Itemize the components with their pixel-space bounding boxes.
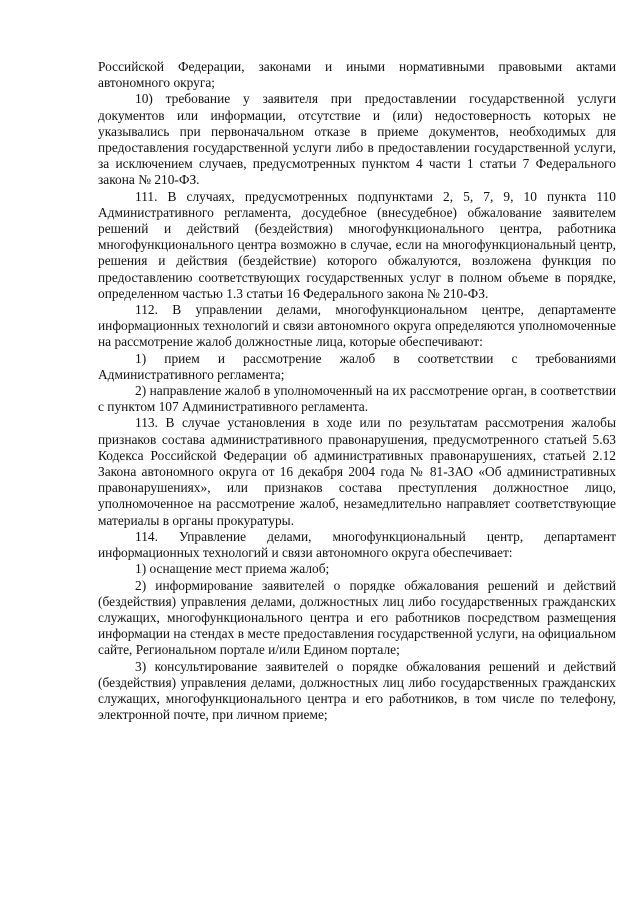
paragraph-continuation: Российской Федерации, законами и иными нормативными правовыми актами автономного округа; (98, 59, 616, 91)
paragraph-113: 113. В случае установления в ходе или по результатам рассмотрения жалобы признаков состава административного правонарушения, предусмотренного статьей 5.63 Кодекса Российской Федерации об административных правонарушениях, статьей 2.12 Закона автономного округа от 16 декабря 2004 года № 81-ЗАО «Об административных правонарушениях», или признаков состава преступления должностное лицо, уполномоченное на рассмотрение жалоб, незамедлительно направляет соответствующие материалы в органы прокуратуры. (98, 415, 616, 528)
paragraph-114: 114. Управление делами, многофункциональный центр, департамент информационных технологий и связи автономного округа обеспечивает: (98, 528, 616, 561)
document-page (98, 59, 616, 723)
paragraph-item-10: 10) требование у заявителя при предоставлении государственной услуги документов или информации, отсутствие и (или) недостоверность которых не указывались при первоначальном отказе в приеме документов, необходимых для предоставления государственной услуги либо в предоставлении государственной услуги, за исключением случаев, предусмотренных пунктом 4 части 1 статьи 7 Федерального закона № 210-ФЗ. (98, 91, 616, 188)
paragraph-114-item-2: 2) информирование заявителей о порядке обжалования решений и действий (бездействия) управления делами, должностных лиц либо государственных гражданских служащих, многофункционального центра и его работников посредством размещения информации на стендах в месте предоставления государственной услуги, на официальном сайте, Региональном портале и/или Едином портале; (98, 577, 616, 658)
paragraph-114-item-1: 1) оснащение мест приема жалоб; (135, 561, 330, 577)
paragraph-112: 112. В управлении делами, многофункциональном центре, департаменте информационных технологий и связи автономного округа определяются уполномоченные на рассмотрение жалоб должностные лица, которые обеспечивают: (98, 302, 616, 350)
paragraph-112-item-1: 1) прием и рассмотрение жалоб в соответствии с требованиями Административного регламента; (98, 350, 616, 382)
paragraph-111: 111. В случаях, предусмотренных подпунктами 2, 5, 7, 9, 10 пункта 110 Административного регламента, досудебное (внесудебное) обжалование заявителем решений и действий (бездействия) многофункционального центра, работника многофункционального центра возможно в случае, если на многофункциональный центр, решения и действия (бездействие) которого обжалуются, возложена функция по предоставлению соответствующих государственных услуг в полном объеме в порядке, определенном частью 1.3 статьи 16 Федерального закона № 210-ФЗ. (98, 188, 616, 301)
paragraph-114-item-3: 3) консультирование заявителей о порядке обжалования решений и действий (бездействия) управления делами, должностных лиц либо государственных гражданских служащих, многофункционального центра и его работников, в том числе по телефону, электронной почте, при личном приеме; (98, 658, 616, 723)
paragraph-112-item-2: 2) направление жалоб в уполномоченный на их рассмотрение орган, в соответствии с пунктом 107 Административного регламента. (98, 383, 616, 415)
